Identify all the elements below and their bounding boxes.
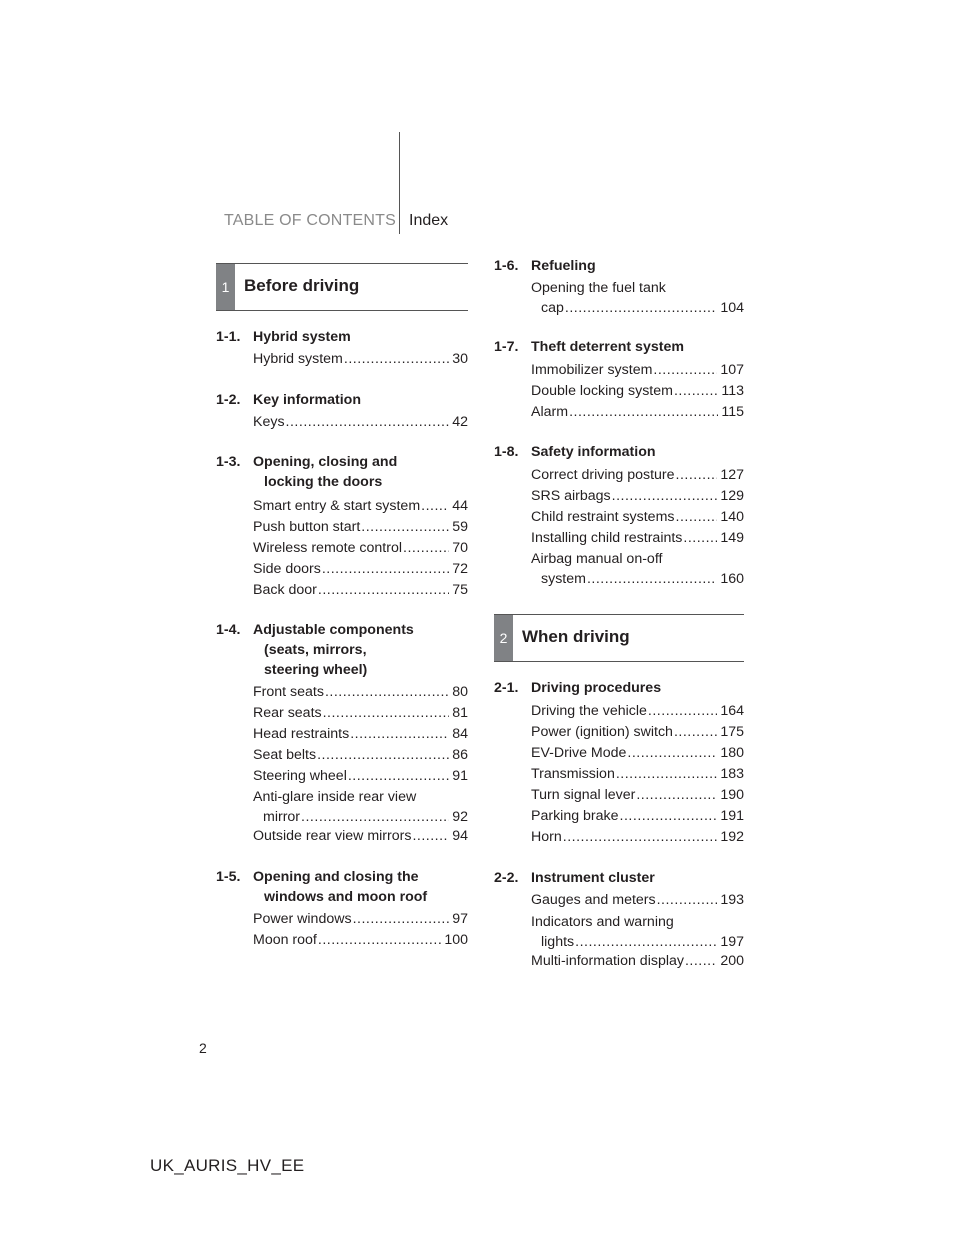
entry-label-cont: cap (541, 300, 564, 316)
entry-label: Driving the vehicle (531, 703, 647, 719)
group-number: 1-3. (216, 454, 241, 470)
entry-page: 190 (720, 787, 744, 803)
group-title-1-2 (216, 390, 361, 410)
group-heading: Theft deterrent system (531, 339, 684, 355)
group-title-1-7 (494, 337, 684, 357)
group-heading-cont: locking the doors (264, 474, 383, 490)
toc-entry[interactable] (531, 722, 744, 742)
group-number: 1-5. (216, 869, 241, 885)
group-title-1-6 (494, 256, 596, 276)
entry-page: 192 (720, 829, 744, 845)
entry-page: 92 (452, 809, 468, 825)
toc-entry[interactable] (253, 724, 468, 744)
group-number: 1-6. (494, 258, 519, 274)
toc-entry[interactable] (253, 909, 468, 929)
toc-entry[interactable] (253, 559, 468, 579)
entry-label: Correct driving posture (531, 467, 675, 483)
entry-label: SRS airbags (531, 488, 611, 504)
toc-entry[interactable] (531, 278, 744, 318)
entry-page: 115 (721, 404, 744, 420)
group-title-2-1 (494, 678, 661, 698)
group-heading: Adjustable components (253, 622, 414, 638)
entry-page: 149 (720, 530, 744, 546)
toc-entry[interactable] (253, 412, 468, 432)
toc-entry[interactable] (531, 743, 744, 763)
toc-entry[interactable] (531, 827, 744, 847)
entry-page: 191 (720, 808, 744, 824)
section-number: 1 (216, 264, 235, 310)
toc-entry[interactable] (531, 381, 744, 401)
entry-page: 84 (452, 726, 468, 742)
entry-page: 164 (720, 703, 744, 719)
entry-label: Head restraints (253, 726, 350, 742)
entry-label: Wireless remote control (253, 540, 403, 556)
toc-entry[interactable] (253, 787, 468, 827)
toc-entry[interactable] (531, 402, 744, 422)
entry-label: Indicators and warning (531, 914, 674, 930)
entry-label: Hybrid system (253, 351, 343, 367)
toc-entry[interactable] (531, 486, 744, 506)
entry-page: 140 (720, 509, 744, 525)
entry-page: 91 (452, 768, 468, 784)
entry-label: Horn (531, 829, 562, 845)
entry-page: 200 (720, 953, 744, 969)
entry-page: 30 (452, 351, 468, 367)
group-heading: Opening, closing and (253, 454, 398, 470)
toc-entry[interactable] (531, 764, 744, 784)
group-title-1-5 (216, 867, 427, 907)
entry-label: Moon roof (253, 932, 317, 948)
toc-entry[interactable] (253, 826, 468, 846)
entry-page: 80 (452, 684, 468, 700)
entry-label: Opening the fuel tank (531, 280, 666, 296)
toc-entry[interactable] (253, 930, 468, 950)
entry-label: Power windows (253, 911, 352, 927)
entry-label: Immobilizer system (531, 362, 653, 378)
toc-entry[interactable] (253, 703, 468, 723)
entry-page: 70 (452, 540, 468, 556)
group-heading-cont: (seats, mirrors, (264, 642, 367, 658)
entry-page: 42 (452, 414, 468, 430)
table-of-contents-link[interactable]: TABLE OF CONTENTS (224, 212, 397, 229)
entry-page: 59 (452, 519, 468, 535)
group-number: 1-4. (216, 622, 241, 638)
entry-page: 160 (720, 571, 744, 587)
toc-entry[interactable] (531, 951, 744, 971)
entry-label-cont: lights (541, 934, 575, 950)
entry-page: 175 (720, 724, 744, 740)
toc-entry[interactable] (253, 349, 468, 369)
toc-entry[interactable] (531, 912, 744, 952)
entry-label: Smart entry & start system (253, 498, 421, 514)
entry-label: EV-Drive Mode (531, 745, 627, 761)
group-title-1-4 (216, 620, 414, 680)
group-heading: Driving procedures (531, 680, 662, 696)
toc-entry[interactable] (253, 496, 468, 516)
entry-label: Push button start (253, 519, 361, 535)
toc-entry[interactable] (531, 360, 744, 380)
entry-label: Rear seats (253, 705, 322, 721)
entry-page: 81 (452, 705, 468, 721)
entry-page: 97 (452, 911, 468, 927)
entry-label: Parking brake (531, 808, 619, 824)
group-number: 1-1. (216, 329, 241, 345)
group-number: 1-7. (494, 339, 519, 355)
group-heading-cont: windows and moon roof (264, 889, 428, 905)
section-title: Before driving (244, 276, 360, 295)
entry-label: Outside rear view mirrors (253, 828, 412, 844)
toc-entry[interactable] (531, 549, 744, 589)
entry-label: Keys (253, 414, 285, 430)
toc-entry[interactable] (531, 806, 744, 826)
entry-page: 107 (720, 362, 744, 378)
toc-entry[interactable] (253, 682, 468, 702)
entry-label: Turn signal lever (531, 787, 636, 803)
toc-entry[interactable] (531, 528, 744, 548)
entry-label-cont: system (541, 571, 586, 587)
group-title-1-3 (216, 452, 397, 492)
entry-label: Double locking system (531, 383, 673, 399)
group-title-1-1 (216, 327, 351, 347)
group-heading: Key information (253, 392, 361, 408)
section-header-when-driving (494, 614, 744, 662)
entry-page: 113 (721, 383, 744, 399)
entry-label: Multi-information display (531, 953, 684, 969)
entry-page: 94 (452, 828, 468, 844)
entry-label: Alarm (531, 404, 569, 420)
entry-page: 100 (444, 932, 468, 948)
entry-page: 86 (452, 747, 468, 763)
toc-entry[interactable] (531, 785, 744, 805)
page-number: 2 (199, 1040, 207, 1056)
entry-page: 193 (720, 892, 744, 908)
entry-page: 129 (720, 488, 744, 504)
group-heading: Safety information (531, 444, 656, 460)
toc-entry[interactable] (253, 538, 468, 558)
index-link[interactable]: Index (409, 212, 449, 229)
entry-label: Power (ignition) switch (531, 724, 673, 740)
toc-entry[interactable] (253, 745, 468, 765)
entry-label: Installing child restraints (531, 530, 683, 546)
toc-entry[interactable] (253, 580, 468, 600)
entry-page: 44 (452, 498, 468, 514)
section-title: When driving (522, 627, 630, 646)
group-heading: Instrument cluster (531, 870, 655, 886)
entry-label: Back door (253, 582, 317, 598)
entry-page: 104 (720, 300, 744, 316)
toc-entry[interactable] (531, 507, 744, 527)
toc-entry[interactable] (531, 890, 744, 910)
group-title-2-2 (494, 868, 655, 888)
group-heading: Opening and closing the (253, 869, 419, 885)
toc-entry[interactable] (531, 701, 744, 721)
entry-label-cont: mirror (263, 809, 301, 825)
group-heading: Refueling (531, 258, 596, 274)
entry-page: 75 (452, 582, 468, 598)
entry-page: 127 (720, 467, 744, 483)
entry-label: Seat belts (253, 747, 317, 763)
entry-label: Steering wheel (253, 768, 347, 784)
entry-label: Side doors (253, 561, 321, 577)
group-number: 2-1. (494, 680, 519, 696)
entry-page: 72 (452, 561, 468, 577)
entry-label: Front seats (253, 684, 324, 700)
section-header-before-driving (216, 263, 468, 311)
entry-label: Transmission (531, 766, 615, 782)
entry-label: Child restraint systems (531, 509, 675, 525)
group-number: 2-2. (494, 870, 519, 886)
toc-entry[interactable] (253, 766, 468, 786)
group-heading-cont: steering wheel) (264, 662, 368, 678)
section-number: 2 (494, 615, 513, 661)
top-navigation (0, 212, 960, 232)
entry-page: 197 (720, 934, 744, 950)
entry-page: 180 (720, 745, 744, 761)
entry-label: Gauges and meters (531, 892, 656, 908)
toc-entry[interactable] (253, 517, 468, 537)
group-number: 1-8. (494, 444, 519, 460)
group-heading: Hybrid system (253, 329, 351, 345)
entry-page: 183 (720, 766, 744, 782)
toc-entry[interactable] (531, 465, 744, 485)
entry-label: Anti-glare inside rear view (253, 789, 417, 805)
group-title-1-8 (494, 442, 656, 462)
group-number: 1-2. (216, 392, 241, 408)
entry-label: Airbag manual on-off (531, 551, 663, 567)
footer-document-code: UK_AURIS_HV_EE (150, 1156, 305, 1175)
